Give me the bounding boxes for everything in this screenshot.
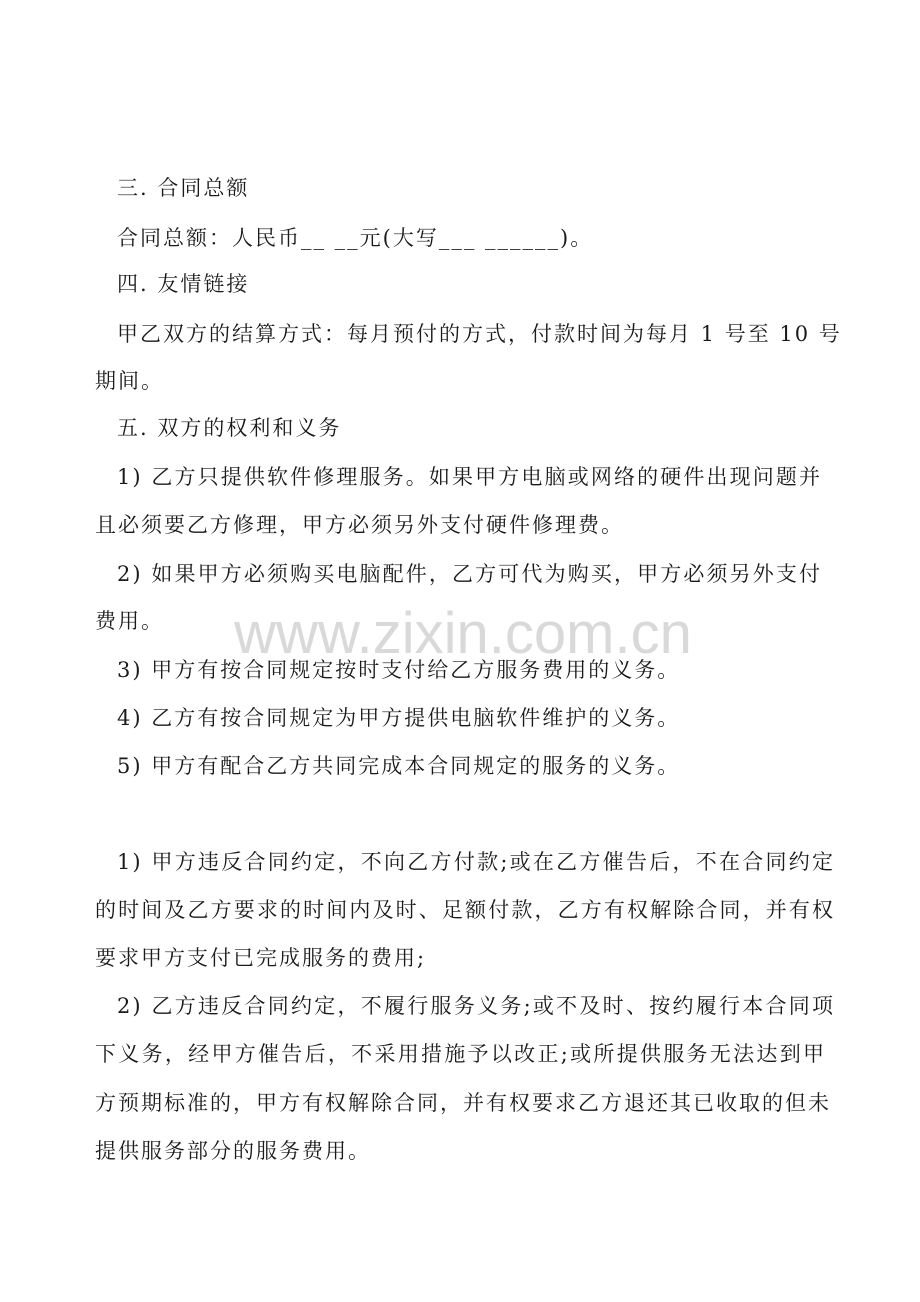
clause-4: 4) 乙方有按合同规定为甲方提供电脑软件维护的义务。 <box>117 706 681 730</box>
clause-1-line-2: 且必须要乙方修理，甲方必须另外支付硬件修理费。 <box>95 513 624 537</box>
breach-2-line-3: 方预期标准的，甲方有权解除合同，并有权要求乙方退还其已收取的但未 <box>95 1091 831 1115</box>
section-heading-links: 四. 友情链接 <box>117 272 250 296</box>
clause-2-line-2: 费用。 <box>95 609 164 633</box>
clause-3: 3) 甲方有按合同规定按时支付给乙方服务费用的义务。 <box>117 658 681 682</box>
contract-amount-text: 合同总额：人民币__ __元(大写___ ______)。 <box>117 226 594 250</box>
breach-1-line-3: 要求甲方支付已完成服务的费用; <box>95 946 427 970</box>
settlement-paragraph-line-1: 甲乙双方的结算方式：每月预付的方式，付款时间为每月 1 号至 10 号 <box>117 322 842 346</box>
clause-2-line-1: 2) 如果甲方必须购买电脑配件，乙方可代为购买，甲方必须另外支付 <box>117 562 822 586</box>
settlement-paragraph-line-2: 期间。 <box>95 369 164 393</box>
breach-1-line-1: 1) 甲方违反合同约定，不向乙方付款;或在乙方催告后，不在合同约定 <box>117 850 835 874</box>
breach-2-line-4: 提供服务部分的服务费用。 <box>95 1139 371 1163</box>
watermark: www.zixin.com.cn <box>234 601 692 666</box>
breach-1-line-2: 的时间及乙方要求的时间内及时、足额付款，乙方有权解除合同，并有权 <box>95 898 835 922</box>
breach-2-line-1: 2) 乙方违反合同约定，不履行服务义务;或不及时、按约履行本合同项 <box>117 994 835 1018</box>
clause-1-line-1: 1) 乙方只提供软件修理服务。如果甲方电脑或网络的硬件出现问题并 <box>117 465 822 489</box>
clause-5: 5) 甲方有配合乙方共同完成本合同规定的服务的义务。 <box>117 754 681 778</box>
section-heading-rights-duties: 五. 双方的权利和义务 <box>117 416 342 440</box>
section-heading-contract-amount: 三. 合同总额 <box>117 176 250 200</box>
breach-2-line-2: 下义务，经甲方催告后，不采用措施予以改正;或所提供服务无法达到甲 <box>95 1042 826 1066</box>
